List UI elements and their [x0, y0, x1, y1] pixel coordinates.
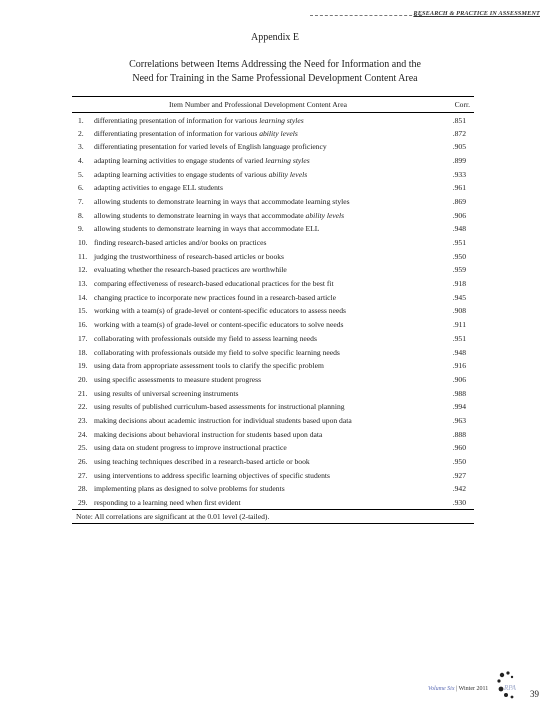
item-content-area: [92, 236, 426, 250]
table-row: [72, 249, 474, 263]
item-number: 9.: [78, 224, 84, 234]
table-row: [72, 208, 474, 222]
item-text: adapting learning activities to engage students of various: [94, 169, 269, 179]
item-number: 28.: [78, 484, 88, 494]
correlation-value: .905: [452, 142, 466, 152]
item-content-area: [92, 332, 426, 346]
item-text: judging the trustworthiness of research-based articles or books: [94, 251, 285, 261]
table-row: [72, 373, 474, 387]
correlation-value: .888: [452, 429, 466, 439]
correlation-table: [72, 96, 474, 524]
correlation-value: .960: [452, 443, 466, 453]
item-number: 17.: [78, 333, 88, 343]
item-number: 24.: [78, 429, 88, 439]
item-content-area: [92, 482, 426, 496]
item-emphasis: ability levels: [259, 128, 298, 138]
item-emphasis: learning styles: [265, 155, 310, 165]
correlation-value: .950: [452, 457, 466, 467]
item-content-area: [92, 195, 426, 209]
item-text: differentiating presentation of information for various: [94, 128, 260, 138]
running-header: [310, 10, 540, 22]
item-content-area: [92, 208, 426, 222]
table-row: [72, 236, 474, 250]
caption-line-2: Need for Training in the Same Professional Development Content Area: [132, 73, 418, 84]
table-row: [72, 318, 474, 332]
item-text: implementing plans as designed to solve problems for students: [94, 484, 285, 494]
item-emphasis: ability levels: [305, 210, 345, 220]
correlation-value: .959: [452, 265, 466, 275]
item-number: 7.: [78, 196, 84, 206]
item-content-area: [92, 290, 426, 304]
volume-label: Volume Six: [428, 686, 455, 692]
correlation-value: .918: [452, 279, 466, 289]
correlation-value: .851: [452, 116, 466, 126]
item-content-area: [92, 249, 426, 263]
item-number: 18.: [78, 347, 88, 357]
issue-label: Winter 2011: [458, 686, 489, 692]
item-content-area: [92, 345, 426, 359]
item-content-area: [92, 318, 426, 332]
correlation-value: .950: [452, 251, 466, 261]
footer-separator: |: [454, 686, 459, 692]
item-text: making decisions about academic instruction for individual students based upon data: [94, 415, 352, 425]
item-content-area: [92, 140, 426, 154]
item-content-area: [92, 468, 426, 482]
table-row: [72, 468, 474, 482]
item-number: 12.: [78, 265, 88, 275]
item-number: 11.: [78, 251, 88, 261]
correlation-value: .994: [452, 402, 466, 412]
item-content-area: [92, 304, 426, 318]
table-row: [72, 304, 474, 318]
correlation-value: .988: [452, 388, 466, 398]
item-number: 26.: [78, 457, 88, 467]
table-row: [72, 386, 474, 400]
correlation-value: .930: [452, 497, 466, 507]
item-content-area: [92, 400, 426, 414]
item-text: adapting activities to engage ELL students: [94, 183, 223, 193]
item-number: 29.: [78, 497, 88, 507]
item-text: allowing students to demonstrate learning in ways that accommodate ELL: [94, 224, 320, 234]
item-text: collaborating with professionals outside my field to assess learning needs: [94, 333, 317, 343]
correlation-value: .948: [452, 224, 466, 234]
item-content-area: [92, 386, 426, 400]
item-text: adapting learning activities to engage students of varied: [94, 155, 266, 165]
item-text: using results of published curriculum-based assessments for instructional planning: [94, 402, 345, 412]
correlation-value: .945: [452, 292, 466, 302]
correlation-value: .961: [452, 183, 466, 193]
table-row: [72, 263, 474, 277]
item-text: comparing effectiveness of research-based educational practices for the best fit: [94, 279, 334, 289]
item-number: 10.: [78, 238, 88, 248]
table-row: [72, 154, 474, 168]
item-content-area: [92, 222, 426, 236]
item-number: 1.: [78, 116, 84, 126]
item-content-area: [92, 263, 426, 277]
table-row: [72, 167, 474, 181]
caption-line-1: Correlations between Items Addressing the Need for Information and the: [129, 59, 421, 70]
item-number: 27.: [78, 470, 88, 480]
table-row: [72, 126, 474, 140]
table-row: [72, 140, 474, 154]
correlation-value: .948: [452, 347, 466, 357]
item-content-area: [92, 154, 426, 168]
item-text: making decisions about behavioral instruction for students based upon data: [94, 429, 323, 439]
correlation-value: .906: [452, 374, 466, 384]
correlation-value: .963: [452, 415, 466, 425]
table-header-row: [72, 97, 474, 113]
item-content-area: [92, 167, 426, 181]
correlation-value: .872: [452, 128, 466, 138]
table-body: [72, 113, 474, 510]
table-row: [72, 359, 474, 373]
item-number: 3.: [78, 142, 84, 152]
item-text: using teaching techniques described in a research-based article or book: [94, 457, 310, 467]
item-emphasis: learning styles: [259, 116, 304, 126]
table-caption: [60, 58, 490, 86]
table-row: [72, 427, 474, 441]
item-text: changing practice to incorporate new practices found in a research-based article: [94, 292, 337, 302]
item-content-area: [92, 277, 426, 291]
item-number: 25.: [78, 443, 88, 453]
header-rule: [310, 15, 422, 16]
correlation-value: .906: [452, 210, 466, 220]
item-text: differentiating presentation of information for various: [94, 116, 260, 126]
item-number: 22.: [78, 402, 88, 412]
correlation-value: .951: [452, 238, 466, 248]
table-row: [72, 455, 474, 469]
table-note-row: [72, 509, 474, 523]
header-item: Item Number and Professional Development Content Area: [72, 97, 426, 113]
item-content-area: [92, 455, 426, 469]
table-row: [72, 181, 474, 195]
table-row: [72, 277, 474, 291]
item-text: responding to a learning need when first evident: [94, 497, 241, 507]
item-emphasis: ability levels: [268, 169, 308, 179]
item-text: allowing students to demonstrate learning in ways that accommodate learning styles: [94, 196, 350, 206]
item-content-area: [92, 414, 426, 428]
item-number: 14.: [78, 292, 88, 302]
item-number: 21.: [78, 388, 88, 398]
item-text: allowing students to demonstrate learning in ways that accommodate: [94, 210, 306, 220]
item-text: using data from appropriate assessment tools to clarify the specific problem: [94, 361, 324, 371]
item-text: using interventions to address specific learning objectives of specific students: [94, 470, 330, 480]
item-number: 8.: [78, 210, 84, 220]
correlation-value: .908: [452, 306, 466, 316]
item-text: working with a team(s) of grade-level or content-specific educators to solve needs: [94, 320, 344, 330]
table-row: [72, 222, 474, 236]
item-text: using results of universal screening instruments: [94, 388, 239, 398]
item-number: 16.: [78, 320, 88, 330]
table-note: Note: All correlations are significant at the 0.01 level (2-tailed).: [72, 509, 474, 523]
page-footer: [428, 686, 488, 692]
item-number: 4.: [78, 155, 84, 165]
item-text: finding research-based articles and/or books on practices: [94, 238, 267, 248]
item-text: collaborating with professionals outside my field to solve specific learning needs: [94, 347, 340, 357]
correlation-value: .899: [452, 155, 466, 165]
item-number: 20.: [78, 374, 88, 384]
item-content-area: [92, 496, 426, 510]
correlation-value: .942: [452, 484, 466, 494]
correlation-value: .869: [452, 196, 466, 206]
table-row: [72, 332, 474, 346]
header-corr: Corr.: [426, 97, 474, 113]
item-text: differentiating presentation for varied levels of English language proficiency: [94, 142, 327, 152]
correlation-value: .911: [452, 320, 466, 330]
page-number: 39: [530, 689, 539, 699]
item-text: using specific assessments to measure student progress: [94, 374, 262, 384]
item-number: 13.: [78, 279, 88, 289]
item-number: 23.: [78, 415, 88, 425]
table-row: [72, 195, 474, 209]
item-text: working with a team(s) of grade-level or content-specific educators to assess needs: [94, 306, 346, 316]
table-row: [72, 345, 474, 359]
item-content-area: [92, 427, 426, 441]
appendix-title: Appendix E: [250, 32, 300, 43]
item-content-area: [92, 359, 426, 373]
item-number: 2.: [78, 128, 84, 138]
item-content-area: [92, 126, 426, 140]
table-row: [72, 400, 474, 414]
table-row: [72, 113, 474, 127]
item-text: evaluating whether the research-based practices are worthwhile: [94, 265, 287, 275]
rpa-logo-text: RPA: [504, 684, 516, 692]
table-row: [72, 441, 474, 455]
correlation-value: .933: [452, 169, 466, 179]
item-number: 15.: [78, 306, 88, 316]
table-row: [72, 496, 474, 510]
correlation-value: .916: [452, 361, 466, 371]
correlation-value: .951: [452, 333, 466, 343]
item-content-area: [92, 441, 426, 455]
item-content-area: [92, 181, 426, 195]
item-number: 19.: [78, 361, 88, 371]
item-text: using data on student progress to improve instructional practice: [94, 443, 287, 453]
item-content-area: [92, 113, 426, 127]
item-number: 6.: [78, 183, 84, 193]
table-row: [72, 414, 474, 428]
item-number: 5.: [78, 169, 84, 179]
table-row: [72, 482, 474, 496]
item-content-area: [92, 373, 426, 387]
correlation-value: .927: [452, 470, 466, 480]
table-row: [72, 290, 474, 304]
running-header-text: RESEARCH & PRACTICE IN ASSESSMENT: [413, 10, 540, 17]
